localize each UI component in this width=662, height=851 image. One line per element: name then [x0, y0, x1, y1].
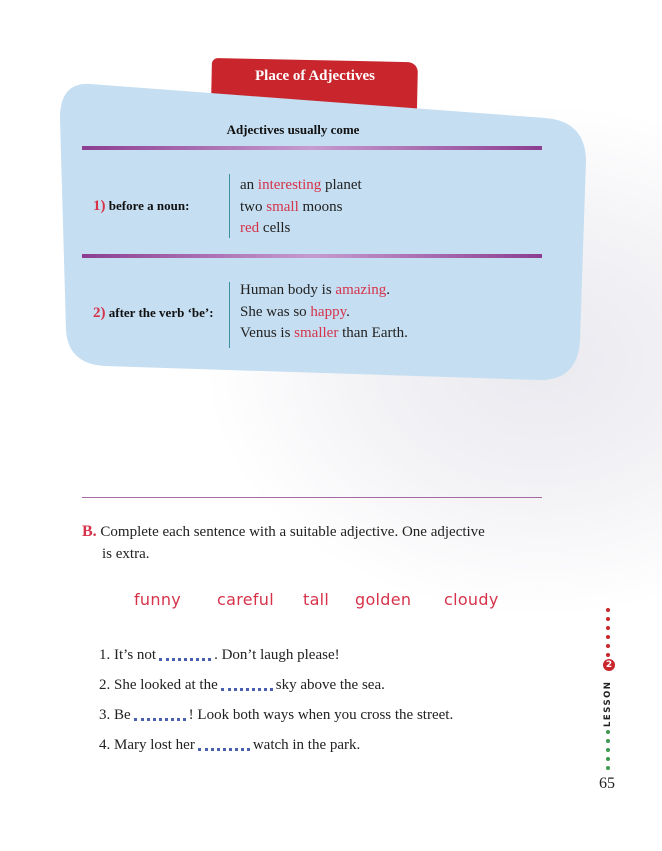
word-bank-item: tall — [303, 590, 330, 609]
example-line: an interesting planet — [240, 177, 362, 193]
rule-1-examples — [240, 175, 362, 240]
word-bank-item: careful — [217, 590, 274, 609]
example-line: Human body is amazing. — [240, 282, 390, 298]
adjective: amazing — [335, 282, 387, 298]
rule-2-examples — [240, 280, 408, 345]
sentence-4: 4. Mary lost her watch in the park. — [99, 734, 360, 754]
rule-1-label — [93, 198, 189, 215]
rule-2-label — [93, 305, 214, 322]
rule-2-number: 2) — [93, 305, 106, 321]
example-line: Venus is smaller than Earth. — [240, 325, 408, 341]
adjective: small — [266, 198, 299, 215]
lesson-dots-bottom — [606, 730, 610, 775]
instruction-line-2: is extra. — [102, 546, 150, 562]
answer-blank[interactable] — [134, 704, 186, 721]
divider-rule-top — [82, 146, 542, 150]
answer-blank[interactable] — [198, 734, 250, 751]
lesson-label: LESSON — [603, 680, 613, 727]
adjective: red — [240, 220, 260, 236]
example-line: red cells — [240, 220, 291, 236]
adjective: interesting — [257, 177, 322, 193]
rule-1-bar — [229, 174, 230, 238]
rule-1-text: before a noun: — [108, 198, 190, 213]
example-line: two small moons — [240, 198, 343, 215]
rule-1-number: 1) — [93, 198, 106, 214]
answer-blank[interactable] — [221, 674, 273, 691]
rule-2-bar — [229, 282, 230, 348]
adjective: smaller — [294, 325, 339, 341]
adjective: happy — [310, 303, 347, 320]
instruction-line-1: Complete each sentence with a suitable adjective. One adjective — [100, 524, 485, 540]
exercise-letter: B. — [82, 523, 97, 540]
word-bank-item: funny — [134, 590, 182, 609]
box-title: Place of Adjectives — [255, 68, 375, 84]
word-bank-item: golden — [355, 590, 412, 609]
page-number: 65 — [599, 775, 615, 792]
divider-rule-middle — [82, 254, 542, 258]
lesson-number-badge: 2 — [603, 659, 615, 671]
word-bank-item: cloudy — [444, 590, 499, 609]
exercise-instruction — [82, 521, 542, 565]
sentence-1: 1. It’s not . Don’t laugh please! — [99, 644, 340, 664]
lesson-dots-top — [606, 608, 610, 662]
section-separator — [82, 497, 542, 498]
rule-2-text: after the verb ‘be’: — [108, 305, 214, 320]
box-subheading: Adjectives usually come — [226, 122, 360, 137]
sentence-3: 3. Be ! Look both ways when you cross the street. — [99, 704, 453, 724]
example-line: She was so happy. — [240, 303, 350, 320]
sentence-2: 2. She looked at the sky above the sea. — [99, 674, 385, 694]
answer-blank[interactable] — [159, 644, 211, 661]
